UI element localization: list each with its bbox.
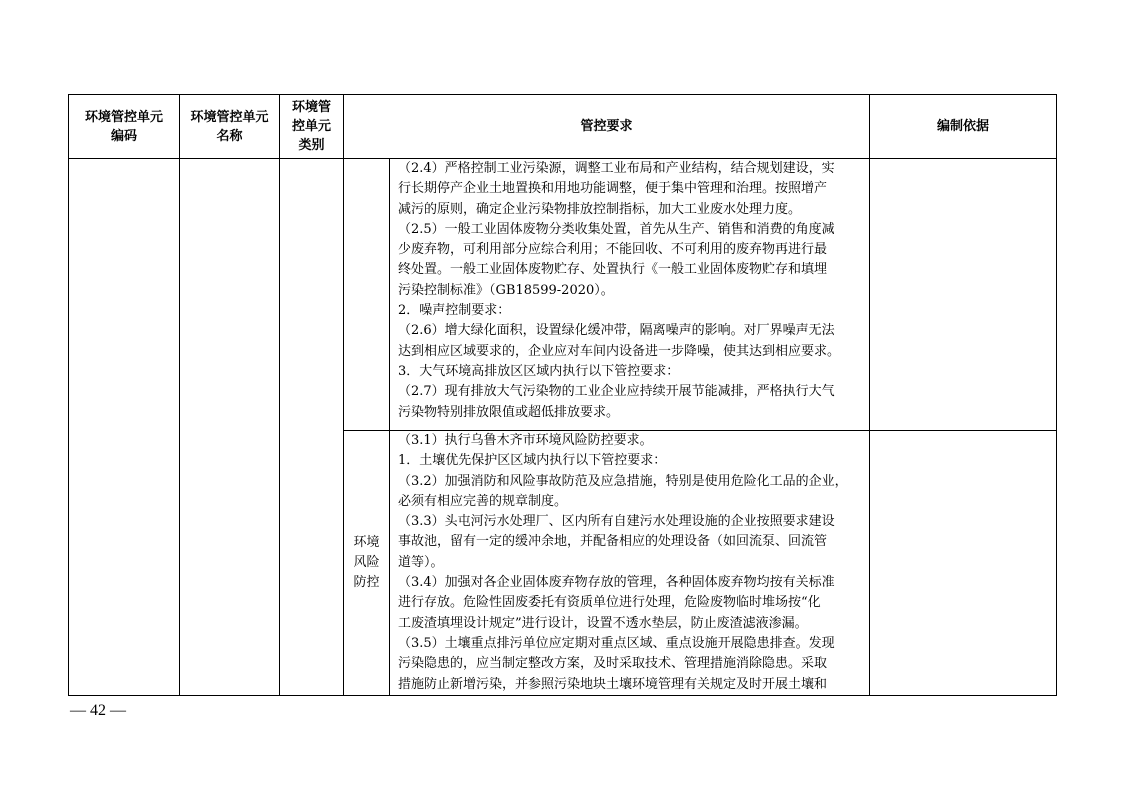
requirement-line: 道等）。 <box>398 554 444 570</box>
requirement-line: 污染控制标准》（GB18599-2020）。 <box>398 282 614 298</box>
unit-name-cell <box>180 159 280 696</box>
header-unit-name: 环境管控单元 名称 <box>180 95 280 159</box>
basis-cell <box>870 431 1057 696</box>
requirement-line: 1．土壤优先保护区区域内执行以下管控要求： <box>398 453 667 469</box>
requirement-line: 污染物特别排放限值或超低排放要求。 <box>398 404 620 420</box>
requirement-line: 减污的原则，确定企业污染物排放控制指标，加大工业废水处理力度。 <box>398 201 802 217</box>
subcategory-cell: 环境 风险 防控 <box>344 431 390 696</box>
basis-cell <box>870 159 1057 431</box>
requirements-table <box>68 94 1057 696</box>
requirements-cell <box>390 431 870 696</box>
header-unit-category: 环境管 控单元 类别 <box>280 95 344 159</box>
requirement-line: 必须有相应完善的规章制度。 <box>398 493 568 509</box>
header-row <box>69 95 1057 159</box>
requirement-line: 事故池，留有一定的缓冲余地，并配备相应的处理设备（如回流泵、回流管 <box>398 534 828 550</box>
requirement-line: 达到相应区域要求的，企业应对车间内设备进一步降噪，使其达到相应要求。 <box>398 343 841 359</box>
page-number: — 42 — <box>70 702 126 719</box>
unit-category-cell <box>280 159 344 696</box>
requirement-line: 终处置。一般工业固体废物贮存、处置执行《一般工业固体废物贮存和填埋 <box>398 262 828 278</box>
requirement-line: （2.5）一般工业固体废物分类收集处置，首先从生产、销售和消费的角度减 <box>398 221 835 237</box>
requirement-line: （3.2）加强消防和风险事故防范及应急措施，特别是使用危险化工品的企业， <box>398 473 848 489</box>
requirement-line: 少废弃物，可利用部分应综合利用；不能回收、不可利用的废弃物再进行最 <box>398 242 828 258</box>
requirement-line: （2.7）现有排放大气污染物的工业企业应持续开展节能减排，严格执行大气 <box>398 384 835 400</box>
header-basis: 编制依据 <box>870 95 1057 159</box>
subcategory-cell <box>344 159 390 431</box>
requirement-line: 进行存放。危险性固废委托有资质单位进行处理，危险废物临时堆场按“化 <box>398 595 821 611</box>
requirement-line: 2．噪声控制要求： <box>398 303 511 319</box>
requirements-cell <box>390 159 870 431</box>
unit-code-cell <box>69 159 180 696</box>
header-unit-code: 环境管控单元 编码 <box>69 95 180 159</box>
table-row <box>69 159 1057 431</box>
requirement-line: （3.1）执行乌鲁木齐市环境风险防控要求。 <box>398 433 653 448</box>
requirement-line: （2.6）增大绿化面积，设置绿化缓冲带，隔离噪声的影响。对厂界噪声无法 <box>398 323 835 339</box>
requirement-line: （3.4）加强对各企业固体废弃物存放的管理，各种固体废弃物均按有关标准 <box>398 575 835 591</box>
requirement-line: 行长期停产企业土地置换和用地功能调整，便于集中管理和治理。按照增产 <box>398 181 828 197</box>
requirement-line: （3.3）头屯河污水处理厂、区内所有自建污水处理设施的企业按照要求建设 <box>398 514 835 530</box>
requirement-line: 污染隐患的，应当制定整改方案，及时采取技术、管理措施消除隐患。采取 <box>398 656 828 672</box>
requirement-line: 措施防止新增污染，并参照污染地块土壤环境管理有关规定及时开展土壤和 <box>398 676 828 692</box>
requirement-line: （2.4）严格控制工业污染源，调整工业布局和产业结构，结合规划建设，实 <box>398 161 835 176</box>
header-requirements: 管控要求 <box>344 95 870 159</box>
requirement-line: 工废渣填埋设计规定”进行设计，设置不透水垫层，防止废渣滤液渗漏。 <box>398 615 808 631</box>
requirement-line: （3.5）土壤重点排污单位应定期对重点区域、重点设施开展隐患排查。发现 <box>398 635 835 651</box>
requirement-line: 3．大气环境高排放区区域内执行以下管控要求： <box>398 363 680 379</box>
